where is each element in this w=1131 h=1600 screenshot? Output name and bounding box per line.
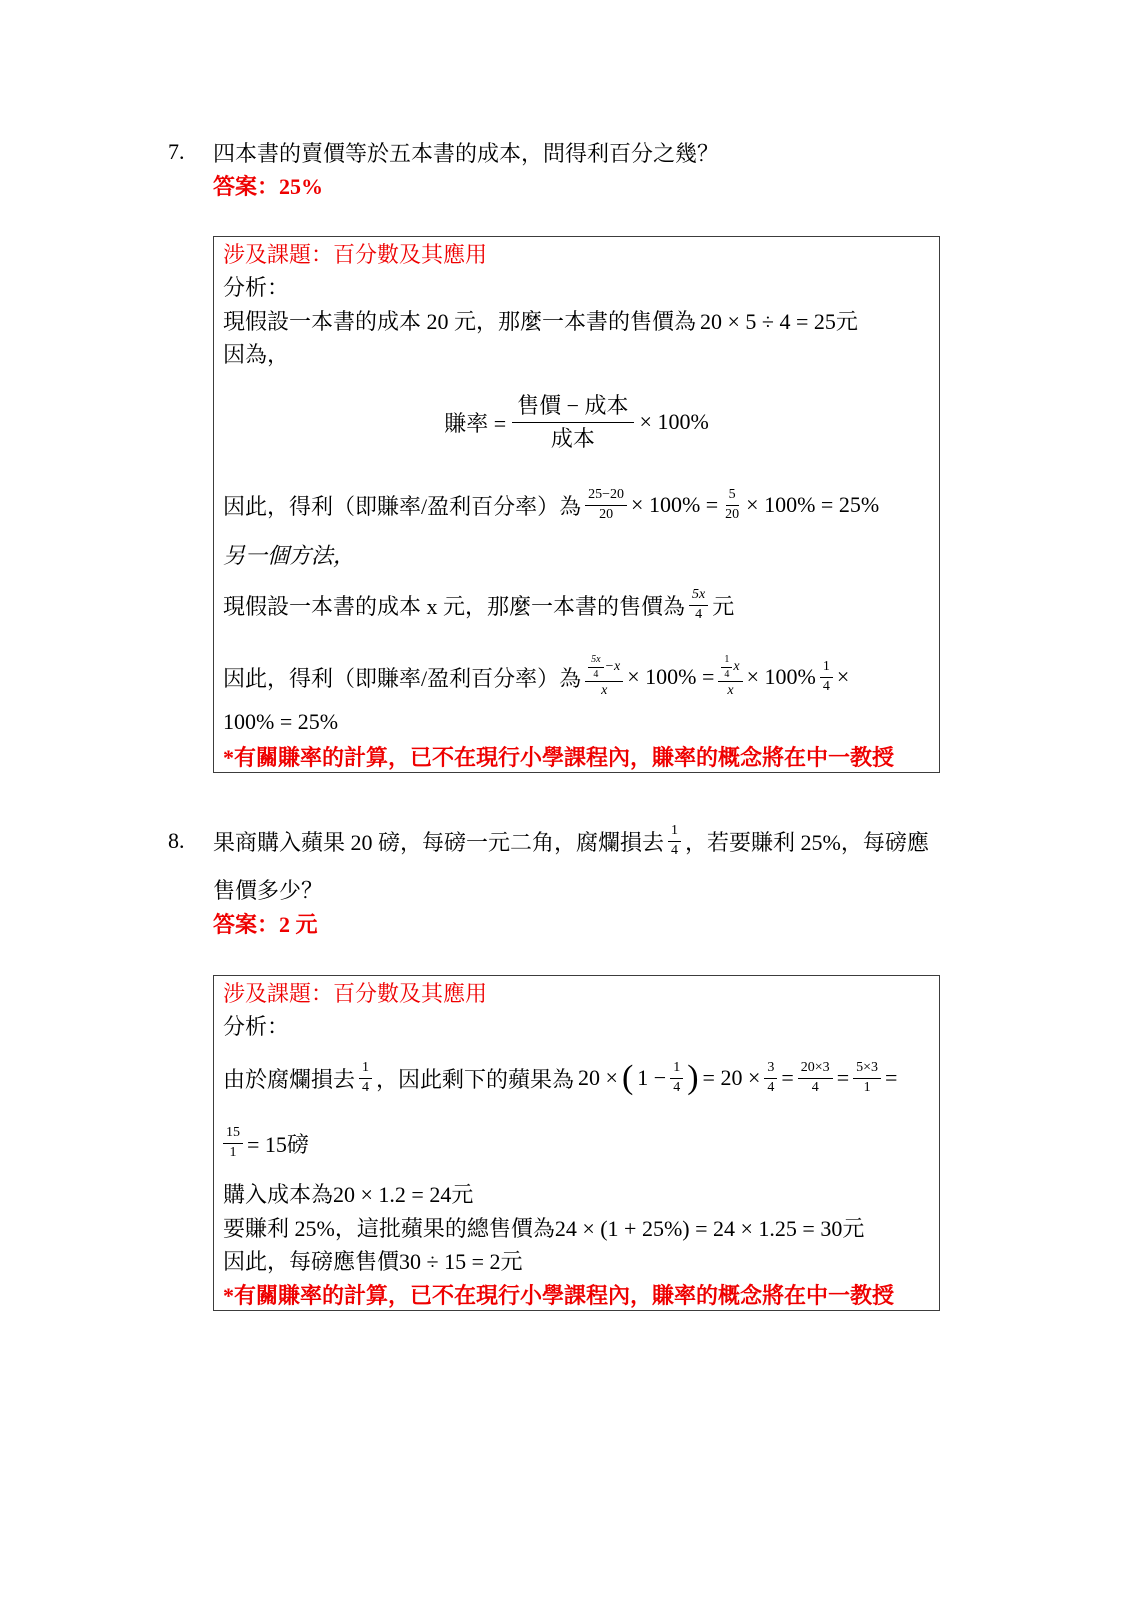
fraction bbox=[585, 487, 627, 522]
assumption-x-line bbox=[223, 585, 734, 625]
fraction bbox=[718, 654, 742, 699]
fraction-denominator: 4 bbox=[671, 842, 679, 858]
question-8-text-line-2: 售價多少？ bbox=[213, 877, 324, 903]
selling-price-calc: 20 × 5 ÷ 4 = 25元 bbox=[700, 308, 858, 334]
fraction bbox=[853, 1060, 881, 1095]
profit-result-line bbox=[223, 485, 879, 525]
profit-result-x-line bbox=[223, 652, 849, 702]
result-text: 因此，得利（即賺率/盈利百分率）為 bbox=[223, 665, 582, 691]
formula-rhs: × 100% bbox=[639, 409, 709, 434]
fraction bbox=[764, 1060, 777, 1095]
fraction-numerator: 5x bbox=[689, 587, 708, 605]
fraction-denominator: 4 bbox=[767, 1079, 775, 1095]
total-selling-price-line: 要賺利 25%，這批蘋果的總售價為24 × (1 + 25%) = 24 × 1.25 = 30元 bbox=[223, 1215, 865, 1241]
question-7-text: 四本書的賣價等於五本書的成本，問得利百分之幾？ bbox=[213, 140, 720, 166]
fraction bbox=[359, 1060, 372, 1095]
fraction-denominator: 4 bbox=[695, 606, 703, 622]
result-text: 因此，得利（即賺率/盈利百分率）為 bbox=[223, 493, 582, 519]
question-text: 果商購入蘋果 20 磅，每磅一元二角，腐爛損去 bbox=[213, 829, 665, 855]
price-per-pound-line: 因此，每磅應售價30 ÷ 15 = 2元 bbox=[223, 1248, 523, 1274]
question-8-answer: 答案：2 元 bbox=[213, 911, 318, 937]
math-text: × 100% = bbox=[627, 664, 715, 689]
fraction-numerator: 1 bbox=[721, 654, 732, 668]
fraction-denominator: 4 bbox=[822, 678, 830, 694]
fraction-numerator: 1 bbox=[359, 1060, 372, 1078]
fraction bbox=[223, 1125, 243, 1160]
remaining-apples-result bbox=[223, 1123, 309, 1163]
remaining-apples-line bbox=[223, 1053, 897, 1103]
fraction-denominator: 4 bbox=[724, 668, 730, 680]
analysis-label: 分析： bbox=[223, 1013, 290, 1039]
fraction-denominator: x bbox=[601, 683, 608, 699]
unit-text: 元 bbox=[712, 593, 735, 619]
fraction-numerator: 5x bbox=[588, 654, 603, 668]
math-text: × bbox=[836, 664, 850, 689]
math-text: × 100% bbox=[746, 664, 816, 689]
math-text: 1 − bbox=[637, 1065, 667, 1090]
question-text: ，若要賺利 25%，每磅應 bbox=[685, 829, 929, 855]
because-label: 因為， bbox=[223, 341, 290, 367]
math-text: = 15磅 bbox=[247, 1131, 309, 1157]
assumption-text: 現假設一本書的成本 x 元，那麼一本書的售價為 bbox=[223, 593, 686, 619]
profit-result-x-continued: 100% = 25% bbox=[223, 709, 339, 734]
question-8-number: 8. bbox=[168, 828, 185, 853]
remain-text: ，因此剩下的蘋果為 bbox=[376, 1066, 575, 1092]
equals-sign: = bbox=[781, 1065, 794, 1090]
math-text: = 20 × bbox=[702, 1065, 761, 1090]
remain-text: 由於腐爛損去 bbox=[223, 1066, 356, 1092]
formula-lhs: 賺率 = bbox=[444, 410, 507, 436]
fraction-denominator: 1 bbox=[863, 1079, 871, 1095]
assumption-text: 現假設一本書的成本 20 元，那麼一本書的售價為 bbox=[223, 308, 697, 334]
curriculum-note: *有關賺率的計算，已不在現行小學課程內，賺率的概念將在中一教授 bbox=[223, 744, 895, 770]
fraction-numerator: 3 bbox=[764, 1060, 777, 1078]
numerator-rest: −x bbox=[604, 659, 621, 675]
equals-sign: = bbox=[885, 1065, 898, 1090]
fraction bbox=[820, 659, 833, 694]
fraction-numerator: 25−20 bbox=[585, 487, 627, 505]
math-text: × 100% = 25% bbox=[746, 492, 880, 517]
alternative-method-label: 另一個方法， bbox=[223, 542, 356, 568]
fraction-numerator: 5×3 bbox=[853, 1060, 881, 1078]
fraction-numerator: 1 bbox=[668, 823, 681, 841]
fraction-denominator: 成本 bbox=[550, 425, 595, 451]
fraction bbox=[670, 1060, 683, 1095]
topic-heading: 涉及課題：百分數及其應用 bbox=[223, 980, 488, 1006]
fraction-numerator bbox=[585, 654, 623, 682]
assumption-line bbox=[223, 305, 858, 335]
topic-heading: 涉及課題：百分數及其應用 bbox=[223, 241, 488, 267]
formula-fraction bbox=[512, 393, 633, 451]
numerator-rest: x bbox=[733, 659, 740, 675]
nested-fraction bbox=[721, 654, 732, 680]
fraction-denominator: 4 bbox=[673, 1079, 681, 1095]
fraction-numerator: 15 bbox=[223, 1125, 243, 1143]
fraction-numerator: 售價 − 成本 bbox=[512, 393, 633, 422]
equals-sign: = bbox=[836, 1065, 850, 1090]
fraction bbox=[689, 587, 708, 622]
open-parenthesis: ( bbox=[621, 1059, 634, 1096]
close-parenthesis: ) bbox=[687, 1059, 699, 1096]
fraction-numerator: 5 bbox=[726, 487, 739, 505]
question-7-answer: 答案：25% bbox=[213, 173, 324, 199]
fraction-denominator: 4 bbox=[593, 668, 599, 680]
purchase-cost-line: 購入成本為20 × 1.2 = 24元 bbox=[223, 1181, 474, 1207]
math-text: 20 × bbox=[578, 1065, 618, 1090]
analysis-label: 分析： bbox=[223, 274, 290, 300]
fraction bbox=[668, 823, 681, 858]
fraction-denominator: x bbox=[727, 683, 734, 699]
fraction-denominator: 4 bbox=[362, 1079, 370, 1095]
fraction-denominator: 1 bbox=[229, 1144, 237, 1160]
fraction-numerator: 1 bbox=[820, 659, 833, 677]
curriculum-note: *有關賺率的計算，已不在現行小學課程內，賺率的概念將在中一教授 bbox=[223, 1282, 895, 1308]
fraction bbox=[722, 487, 742, 522]
fraction-numerator: 1 bbox=[670, 1060, 683, 1078]
fraction-numerator bbox=[718, 654, 742, 682]
fraction-denominator: 20 bbox=[725, 506, 740, 522]
fraction-denominator: 4 bbox=[811, 1079, 819, 1095]
fraction-denominator: 20 bbox=[599, 506, 614, 522]
fraction bbox=[798, 1060, 833, 1095]
profit-rate-formula bbox=[213, 387, 940, 457]
fraction bbox=[585, 654, 623, 699]
math-text: × 100% = bbox=[631, 492, 719, 517]
nested-fraction bbox=[588, 654, 603, 680]
question-7-number: 7. bbox=[168, 139, 185, 164]
question-8-text-line-1 bbox=[213, 821, 929, 861]
fraction-numerator: 20×3 bbox=[798, 1060, 833, 1078]
